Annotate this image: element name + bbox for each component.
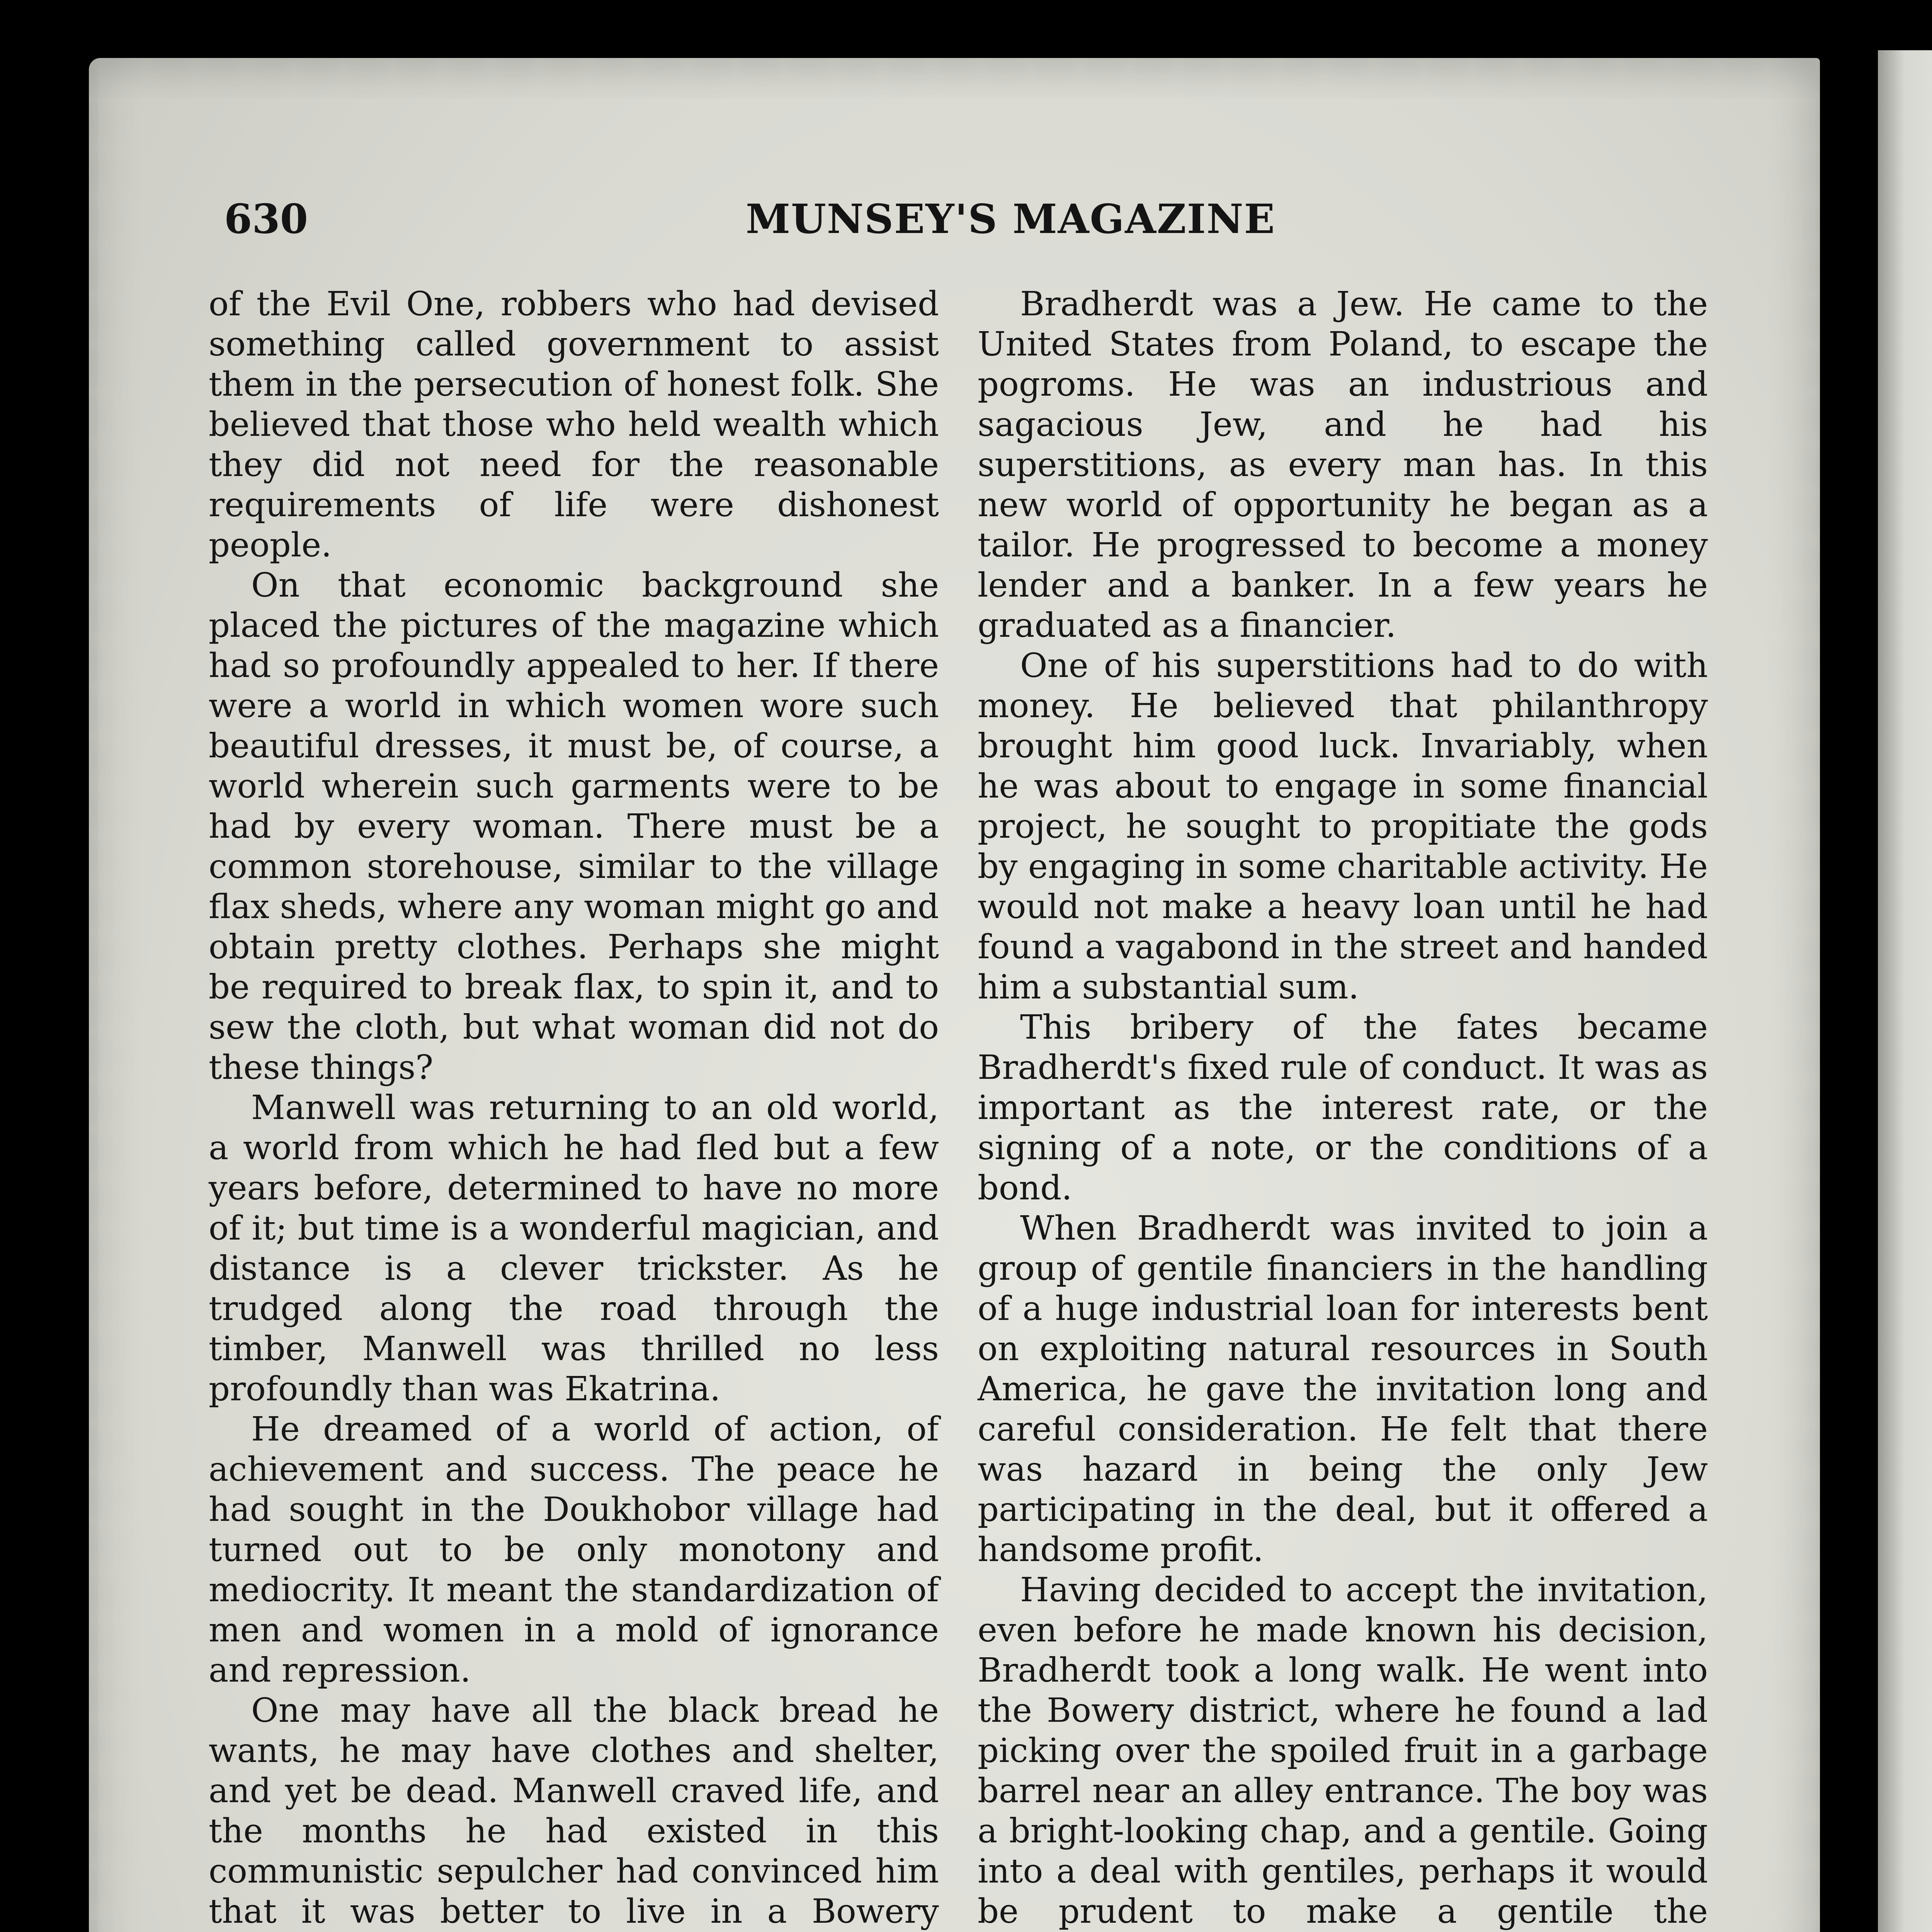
paragraph: He dreamed of a world of action, of achievement and success. The peace he had sought in the Doukhobor village had turned out to be only monotony and mediocrity. It meant the standardization of men and women in a mold of ignorance and repression. [209, 1410, 939, 1690]
running-head: MUNSEY'S MAGAZINE [746, 195, 1276, 243]
paragraph: of the Evil One, robbers who had devised something called government to assist them in the persecution of honest folk. She believed that those who held wealth which they did not need for the reasonable requirements of life were dishonest people. [209, 285, 939, 565]
paragraph: On that economic background she placed the pictures of the magazine which had so profoundly appealed to her. If there were a world in which women wore such beautiful dresses, it must be, of course, a world wherein such garments were to be had by every woman. There must be a common storehouse, similar to the village flax sheds, where any woman might go and obtain pretty clothes. Perhaps she might be required to break flax, to spin it, and to sew the cloth, but what woman did not do these things? [209, 566, 939, 1087]
paragraph: When Bradherdt was invited to join a group of gentile financiers in the handling of a huge industrial loan for interests bent on exploiting natural resources in South America, he gave the invitation long and careful consideration. He felt that there was hazard in being the only Jew participating in the deal, but it offered a handsome profit. [978, 1209, 1708, 1569]
page-header [224, 195, 1712, 249]
right-column [978, 284, 1708, 1932]
adjacent-page-edge [1878, 50, 1932, 1932]
page-number: 630 [224, 195, 308, 243]
left-column [209, 284, 939, 1932]
paragraph: Bradherdt was a Jew. He came to the United States from Poland, to escape the pogroms. He was an industrious and sagacious Jew, and he had his superstitions, as every man has. In this new world of opportunity he began as a tailor. He progressed to become a money lender and a banker. In a few years he graduated as a financier. [978, 285, 1708, 645]
paragraph: One may have all the black bread he wants, he may have clothes and shelter, and yet be dead. Manwell craved life, and the months he had existed in this communistic sepulcher had convinced him that it was better to live in a Bowery [209, 1691, 939, 1931]
paragraph: One of his superstitions had to do with money. He believed that philanthropy brought him good luck. Invariably, when he was about to engage in some financial project, he sought to propitiate the gods by engaging in some charitable activity. He would not make a heavy loan until he had found a vagabond in the street and handed him a substantial sum. [978, 646, 1708, 1007]
paragraph: Manwell was returning to an old world, a world from which he had fled but a few years before, determined to have no more of it; but time is a wonderful magician, and distance is a clever trickster. As he trudged along the road through the timber, Manwell was thrilled no less profoundly than was Ekatrina. [209, 1088, 939, 1408]
paragraph: Having decided to accept the invitation, even before he made known his decision, Bradherdt took a long walk. He went into the Bowery district, where he found a lad picking over the spoiled fruit in a garbage barrel near an alley entrance. The boy was a bright-looking chap, and a gentile. Going into a deal with gentiles, perhaps it would be prudent to make a gentile the [978, 1571, 1708, 1931]
paragraph: This bribery of the fates became Bradherdt's fixed rule of conduct. It was as important as the interest rate, or the signing of a note, or the conditions of a bond. [978, 1008, 1708, 1208]
